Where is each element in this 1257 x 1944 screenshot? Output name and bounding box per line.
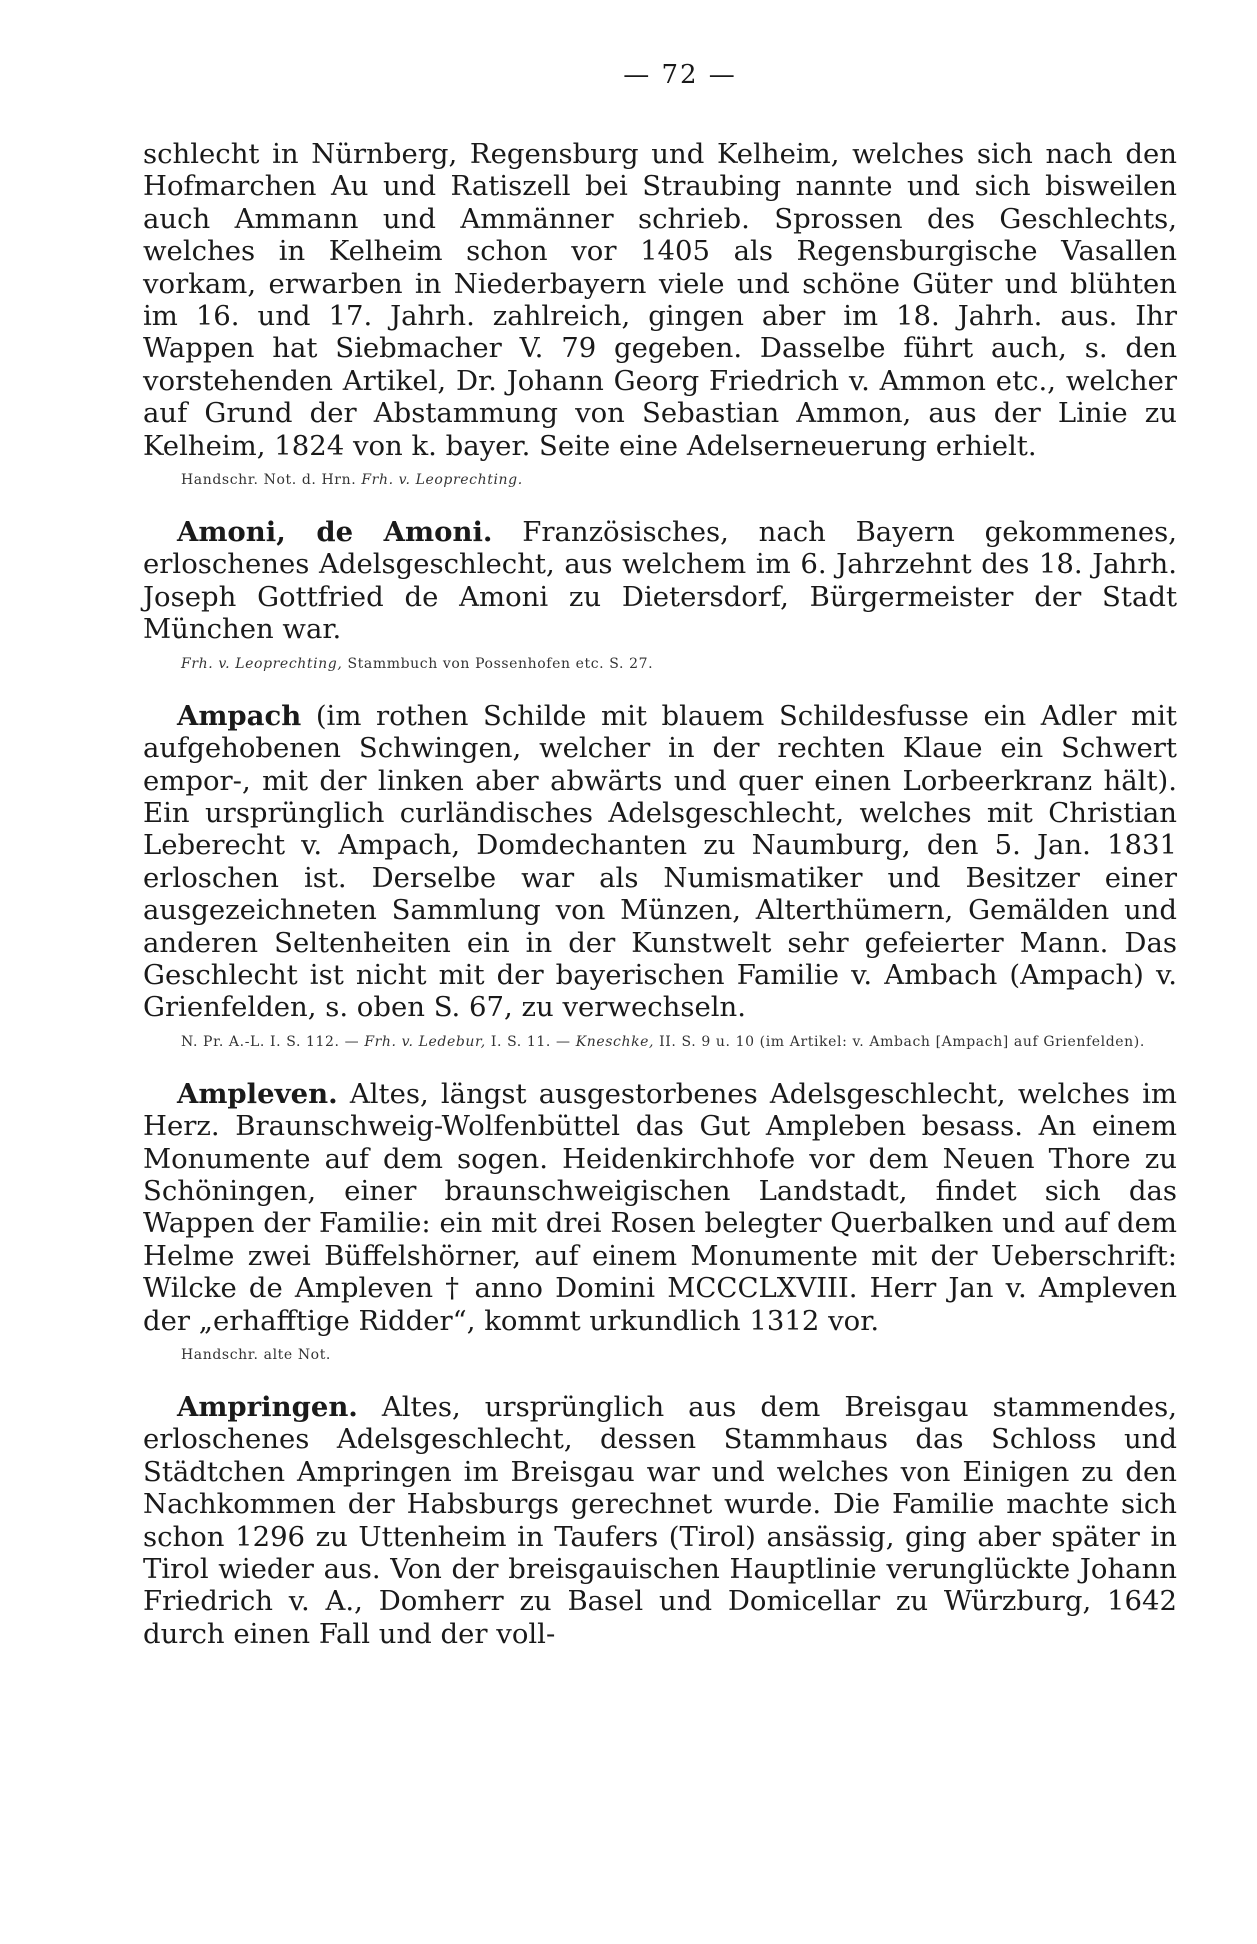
entry-ampach [143,700,1177,1024]
source-part: N. Pr. A.-L. I. S. 112. — [181,1033,360,1050]
source-part: I. S. 11. — [490,1033,571,1050]
entry-ampleven-source [143,1345,1177,1365]
entry-heading: Ampleven. [177,1077,338,1110]
entry-text: (im rothen Schilde mit blauem Schildesfusse ein Adler mit aufgehobenen Schwingen, welcher in der rechten Klaue ein Schwert empor-, mit der linken aber abwärts und quer einen Lorbeerkranz hält). Ein ursprünglich curländisches Adelsgeschlecht, welches mit Christian Leberecht v. Ampach, Domdechanten zu Naumburg, den 5. Jan. 1831 erloschen ist. Derselbe war als Numismatiker und Besitzer einer ausgezeichneten Sammlung von Münzen, Alterthümern, Gemälden und anderen Seltenheiten ein in der Kunstwelt sehr gefeierter Mann. Das Geschlecht ist nicht mit der bayerischen Familie v. Ambach (Ampach) v. Grienfelden, s. oben S. 67, zu verwechseln. [143,699,1177,1024]
source-part: Handschr. alte Not. [181,1347,331,1363]
source-part: Stammbuch von Possenhofen etc. S. 27. [347,655,654,672]
entry-heading: Ampringen. [177,1391,358,1423]
intro-paragraph: schlecht in Nürnberg, Regensburg und Kelheim, welches sich nach den Hofmarchen Au und Ratiszell bei Straubing nannte und sich bisweilen auch Ammann und Ammänner schrieb. Sprossen des Geschlechts, welches in Kelheim schon vor 1405 als Regensburgische Vasallen vorkam, erwarben in Niederbayern viele und schöne Güter und blühten im 16. und 17. Jahrh. zahlreich, gingen aber im 18. Jahrh. aus. Ihr Wappen hat Siebmacher V. 79 gegeben. Dasselbe führt auch, s. den vorstehenden Artikel, Dr. Johann Georg Friedrich v. Ammon etc., welcher auf Grund der Abstammung von Sebastian Ammon, aus der Linie zu Kelheim, 1824 von k. bayer. Seite eine Adelserneuerung erhielt. [143,138,1177,462]
entry-heading: Ampach [177,699,302,732]
entry-amoni-source [143,654,1177,674]
entry-text: Altes, ursprünglich aus dem Breisgau stammendes, erloschenes Adelsgeschlecht, dessen Stammhaus das Schloss und Städtchen Ampringen im Breisgau war und welches von Einigen zu den Nachkommen der Habsburgs gerechnet wurde. Die Familie machte sich schon 1296 zu Uttenheim in Taufers (Tirol) ansässig, ging aber später in Tirol wieder aus. Von der breisgauischen Hauptlinie verunglückte Johann Friedrich v. A., Domherr zu Basel und Domicellar zu Würzburg, 1642 durch einen Fall und der voll- [143,1391,1177,1650]
source-part: Frh. v. Ledebur, [364,1033,486,1050]
entry-ampach-source [143,1032,1177,1052]
entry-text: Altes, längst ausgestorbenes Adelsgeschlecht, welches im Herz. Braunschweig-Wolfenbüttel das Gut Ampleben besass. An einem Monumente auf dem sogen. Heidenkirchhofe vor dem Neuen Thore zu Schöningen, einer braunschweigischen Landstadt, findet sich das Wappen der Familie: ein mit drei Rosen belegter Querbalken und auf dem Helme zwei Büffelshörner, auf einem Monumente mit der Ueberschrift: Wilcke de Ampleven † anno Domini MCCCLXVIII. Herr Jan v. Ampleven der „erhafftige Ridder“, kommt urkundlich 1312 vor. [143,1077,1177,1337]
source-part: Frh. v. Leoprechting, [181,655,343,672]
entry-ampringen [143,1391,1177,1650]
entry-ampleven [143,1078,1177,1337]
entry-amoni [143,516,1177,646]
intro-source-a: Handschr. Not. d. Hrn. [181,472,357,489]
source-part: II. S. 9 u. 10 (im Artikel: v. Ambach [Ampach] auf Grienfelden). [659,1033,1145,1050]
entry-text: Französisches, nach Bayern gekommenes, erloschenes Adelsgeschlecht, aus welchem im 6. Jahrzehnt des 18. Jahrh. Joseph Gottfried de Amoni zu Dietersdorf, Bürgermeister der Stadt München war. [143,516,1177,646]
page-number: — 72 — [623,60,737,90]
source-part: Kneschke, [575,1033,655,1050]
intro-source-b: Frh. v. Leoprechting. [361,472,523,489]
intro-source [143,470,1177,490]
entry-heading: Amoni, de Amoni. [177,516,493,549]
